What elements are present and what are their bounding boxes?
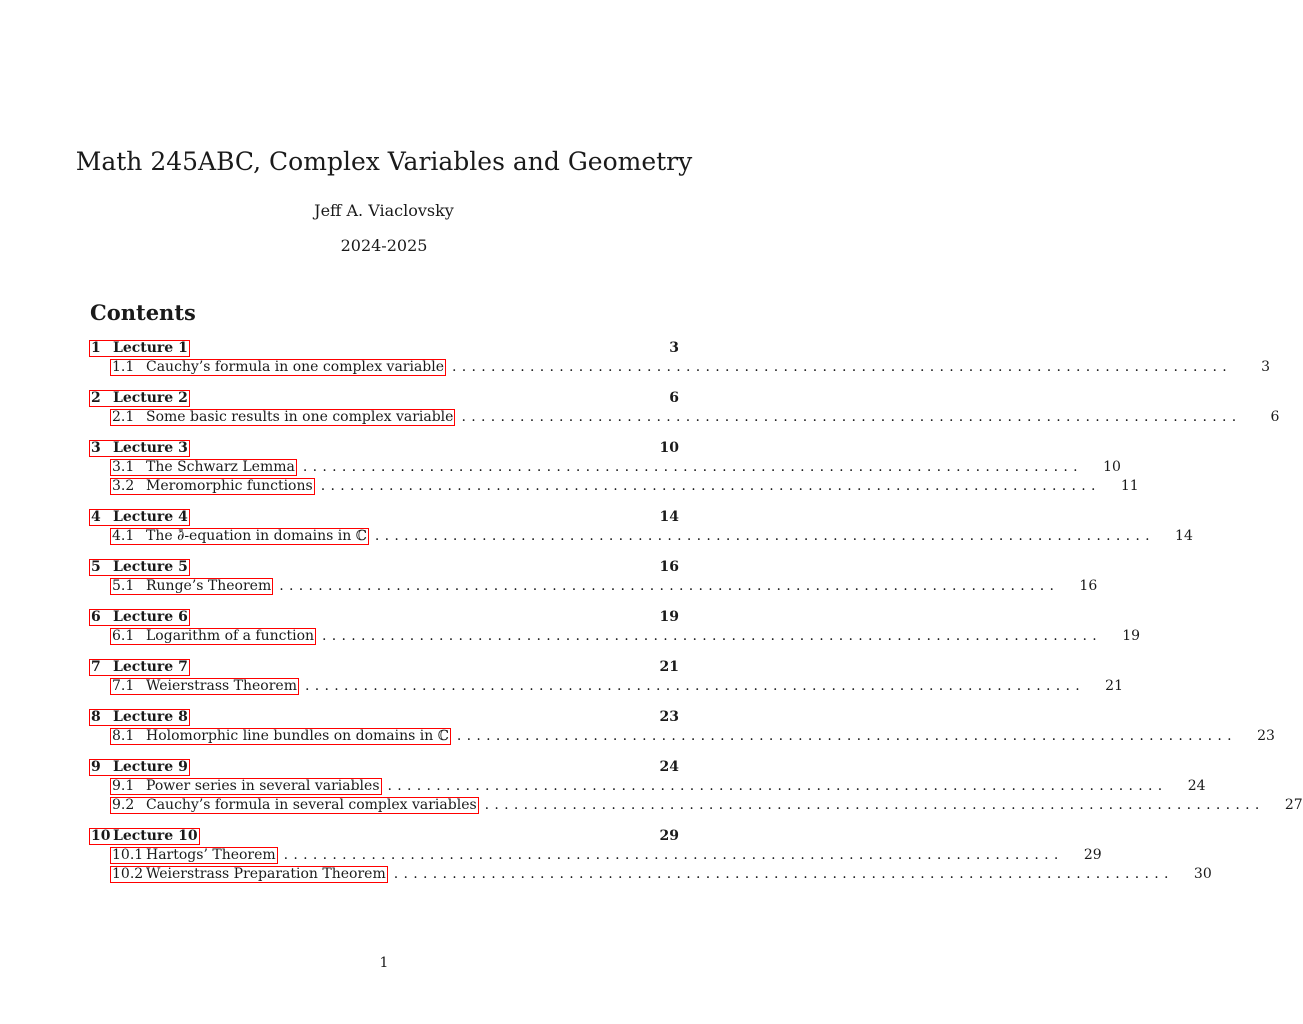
toc-subsection-page: 29 [1083,847,1102,863]
toc-section-row [89,339,679,358]
toc-section-link[interactable] [89,659,190,676]
toc-section-number: 7 [91,659,101,675]
toc-section-link[interactable] [89,609,190,626]
toc-subsection-number: 7.1 [112,678,135,694]
toc-section-title: Lecture 2 [113,390,188,406]
toc-subsection-link[interactable] [110,797,479,814]
document-title: Math 245ABC, Complex Variables and Geometry [75,147,693,176]
toc-subsection-link[interactable] [110,728,451,745]
toc-section [89,508,1193,546]
toc-subsection-number: 1.1 [112,359,135,375]
toc-subsection-number: 9.1 [112,778,135,794]
toc-subsection-title: Logarithm of a function [146,628,315,644]
toc-dot-leader: ................................................................................ [393,866,1174,882]
toc-subsection-title: Weierstrass Theorem [146,678,297,694]
toc-subsection-link[interactable] [110,678,299,695]
toc-subsection-row [89,846,1102,865]
table-of-contents [89,339,1303,896]
toc-subsection-row [89,577,1098,596]
toc-section [89,827,1212,884]
toc-section-title: Lecture 9 [113,759,188,775]
toc-subsection-title: Holomorphic line bundles on domains in ℂ [146,728,449,744]
toc-subsection-link[interactable] [110,578,273,595]
toc-subsection-title: Power series in several variables [146,778,380,794]
toc-subsection-title: Meromorphic functions [146,478,313,494]
toc-section-title: Lecture 5 [113,559,188,575]
toc-dot-leader: ................................................................................ [387,778,1168,794]
toc-section-row [89,439,679,458]
toc-section-page: 14 [659,509,679,525]
toc-section-title: Lecture 7 [113,659,188,675]
toc-subsection-link[interactable] [110,409,455,426]
toc-subsection-page: 16 [1079,578,1098,594]
toc-section-title: Lecture 3 [113,440,188,456]
contents-heading: Contents [90,300,196,325]
toc-subsection-page: 24 [1187,778,1206,794]
toc-section-link[interactable] [89,440,190,457]
toc-section [89,608,1141,646]
toc-subsection-number: 8.1 [112,728,135,744]
toc-dot-leader: ................................................................................ [302,459,1083,475]
toc-subsection-row [89,865,1212,884]
toc-section [89,708,1275,746]
toc-section-page: 16 [659,559,679,575]
toc-subsection-row [89,627,1141,646]
toc-section-link[interactable] [89,828,200,845]
toc-section-row [89,558,679,577]
toc-subsection-row [89,727,1275,746]
toc-section [89,558,1098,596]
toc-subsection-title: Hartogs’ Theorem [146,847,276,863]
toc-section-page: 24 [659,759,679,775]
toc-subsection-title: Weierstrass Preparation Theorem [146,866,386,882]
toc-section [89,658,1123,696]
toc-subsection-number: 4.1 [112,528,135,544]
toc-section-link[interactable] [89,390,190,407]
toc-section-title: Lecture 6 [113,609,188,625]
toc-subsection-page: 30 [1193,866,1212,882]
toc-subsection-title: Runge’s Theorem [146,578,272,594]
toc-subsection-link[interactable] [110,478,315,495]
toc-subsection-row [89,777,1206,796]
toc-section-page: 3 [669,340,679,356]
toc-section-page: 23 [659,709,679,725]
toc-section-page: 10 [659,440,679,456]
toc-subsection-page: 23 [1257,728,1275,744]
toc-section [89,389,1280,427]
toc-section-row [89,608,679,627]
toc-subsection-page: 6 [1270,409,1280,425]
toc-section-row [89,758,679,777]
toc-section-row [89,658,679,677]
toc-subsection-title: Cauchy’s formula in one complex variable [146,359,445,375]
toc-dot-leader: ................................................................................ [322,628,1103,644]
toc-subsection-link[interactable] [110,459,297,476]
toc-dot-leader: ................................................................................ [304,678,1085,694]
toc-section [89,439,1139,496]
toc-dot-leader: ................................................................................ [456,728,1237,744]
toc-subsection-title: Cauchy’s formula in several complex variables [146,797,477,813]
toc-subsection-title: Some basic results in one complex variable [146,409,454,425]
toc-subsection-title: The Schwarz Lemma [146,459,295,475]
toc-subsection-link[interactable] [110,628,316,645]
toc-subsection-number: 3.1 [112,459,135,475]
toc-subsection-link[interactable] [110,866,388,883]
toc-section-number: 2 [91,390,101,406]
toc-section-number: 9 [91,759,101,775]
toc-section-number: 4 [91,509,101,525]
toc-section [89,339,1271,377]
toc-section-title: Lecture 8 [113,709,188,725]
toc-subsection-row [89,458,1121,477]
toc-subsection-page: 21 [1105,678,1123,694]
toc-subsection-link[interactable] [110,359,446,376]
toc-subsection-number: 3.2 [112,478,135,494]
toc-section-title: Lecture 1 [113,340,188,356]
toc-section [89,758,1303,815]
toc-section-number: 6 [91,609,101,625]
toc-subsection-row [89,477,1139,496]
toc-section-title: Lecture 4 [113,509,188,525]
toc-dot-leader: ................................................................................ [461,409,1242,425]
toc-section-page: 6 [669,390,679,406]
document-author: Jeff A. Viaclovsky [314,201,454,220]
toc-subsection-link[interactable] [110,528,369,545]
toc-section-number: 3 [91,440,101,456]
toc-subsection-number: 10.1 [112,847,144,863]
toc-subsection-page: 19 [1122,628,1141,644]
toc-section-number: 5 [91,559,101,575]
toc-section-link[interactable] [89,340,190,357]
toc-section-number: 8 [91,709,101,725]
toc-section-link[interactable] [89,509,190,526]
toc-section-row [89,708,679,727]
toc-subsection-number: 2.1 [112,409,135,425]
toc-subsection-page: 10 [1103,459,1121,475]
toc-section-title: Lecture 10 [113,828,198,844]
toc-subsection-page: 14 [1175,528,1193,544]
toc-subsection-link[interactable] [110,847,278,864]
toc-subsection-row [89,408,1280,427]
toc-subsection-row [89,796,1303,815]
toc-subsection-number: 10.2 [112,866,144,882]
toc-section-page: 19 [659,609,679,625]
toc-section-number: 10 [91,828,111,844]
toc-section-page: 29 [659,828,679,844]
toc-subsection-row [89,527,1193,546]
toc-section-row [89,389,679,408]
toc-dot-leader: ................................................................................ [374,528,1155,544]
toc-dot-leader: ................................................................................ [279,578,1060,594]
toc-section-number: 1 [91,340,101,356]
toc-section-link[interactable] [89,559,190,576]
toc-subsection-title: The ∂̄-equation in domains in ℂ [146,528,367,544]
page-number: 1 [379,955,389,971]
toc-subsection-row [89,677,1123,696]
toc-subsection-number: 9.2 [112,797,135,813]
toc-dot-leader: ................................................................................ [283,847,1064,863]
toc-dot-leader: ................................................................................ [452,359,1233,375]
toc-subsection-page: 11 [1120,478,1139,494]
toc-subsection-number: 5.1 [112,578,135,594]
toc-subsection-row [89,358,1271,377]
toc-section-row [89,508,679,527]
toc-section-page: 21 [659,659,679,675]
toc-dot-leader: ................................................................................ [484,797,1265,813]
toc-section-row [89,827,679,846]
toc-section-link[interactable] [89,709,190,726]
toc-subsection-number: 6.1 [112,628,135,644]
toc-dot-leader: ................................................................................ [320,478,1101,494]
toc-section-link[interactable] [89,759,190,776]
toc-subsection-page: 27 [1284,797,1303,813]
toc-subsection-link[interactable] [110,778,382,795]
document-date: 2024-2025 [340,236,428,255]
toc-subsection-page: 3 [1261,359,1271,375]
